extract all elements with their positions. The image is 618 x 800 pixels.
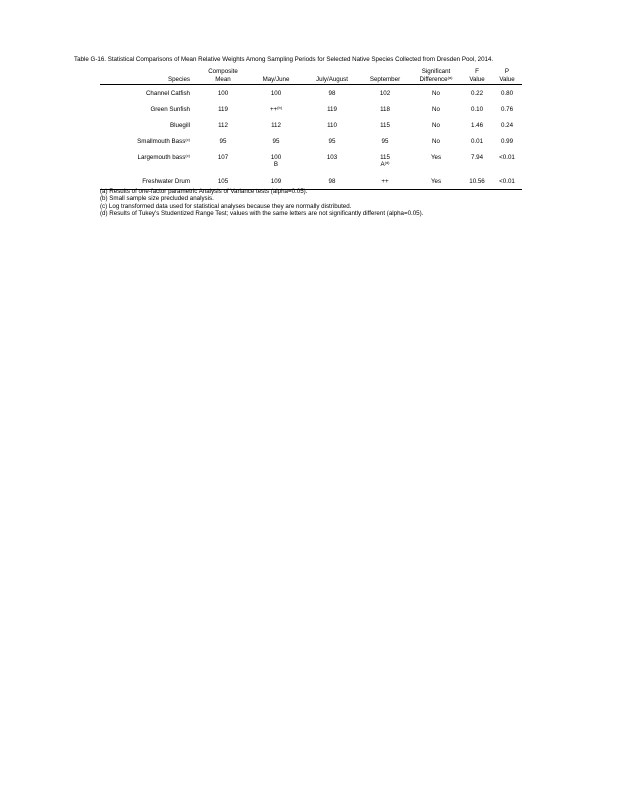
cell-f-value: 7.94 xyxy=(470,154,484,161)
table-row xyxy=(100,154,522,178)
cell-july-august: 98 xyxy=(328,90,336,97)
footnote: (d) Results of Tukey's Studentized Range Test; values with the same letters are not significantly different (alpha=0.05). xyxy=(100,209,424,217)
cell-composite: 95 xyxy=(219,138,227,145)
cell-p-value: 0.24 xyxy=(500,122,514,129)
cell-significant: No xyxy=(432,122,440,129)
cell-significant: Yes xyxy=(430,154,442,161)
cell-p-value: 0.99 xyxy=(500,138,514,145)
cell-species: Largemouth bass$^{(c)}$ xyxy=(137,153,190,161)
cell-composite: 100 xyxy=(217,90,229,97)
table-caption: Table G-16. Statistical Comparisons of Mean Relative Weights Among Sampling Periods for Selected Native Species Collected from Dresden Pool, 2014. xyxy=(74,56,494,63)
cell-september: ++ xyxy=(360,178,410,190)
cell-f-value: 0.10 xyxy=(470,106,484,113)
cell-species: Channel Catfish xyxy=(145,90,190,97)
table-row xyxy=(100,138,522,154)
cell-september: 115 $A^{(d)}$ xyxy=(380,154,390,168)
cell-p-value: <0.01 xyxy=(492,178,522,190)
table-row xyxy=(100,122,522,138)
cell-f-value: 0.22 xyxy=(470,90,484,97)
table-row xyxy=(100,106,522,122)
cell-significant: No xyxy=(432,138,440,145)
header-p-value: P Value xyxy=(492,68,522,85)
cell-september: 118 xyxy=(380,106,390,113)
cell-species: Bluegill xyxy=(170,122,190,129)
cell-p-value: 0.80 xyxy=(500,90,514,97)
header-significant-difference: Significant Difference$^{(a)}$ xyxy=(410,68,462,85)
footnote: (c) Log transformed data used for statistical analyses because they are normally distributed. xyxy=(100,202,352,210)
cell-composite: 119 xyxy=(218,106,228,113)
cell-species: Green Sunfish xyxy=(150,106,190,113)
cell-july-august: 119 xyxy=(327,106,337,113)
cell-may-june: 109 xyxy=(248,178,304,190)
cell-may-june: ++$^{(b)}$ xyxy=(269,105,283,113)
cell-july-august: 95 xyxy=(328,138,336,145)
cell-september: 102 xyxy=(379,90,391,97)
cell-species: Smallmouth Bass$^{(c)}$ xyxy=(137,137,190,145)
header-f-value: F Value xyxy=(462,68,492,85)
footnote: (a) Results of one-factor parametric Analysis of Variance tests (alpha=0.05). xyxy=(100,188,308,195)
cell-july-august: 98 xyxy=(304,178,360,190)
table-header xyxy=(100,68,522,85)
cell-composite: 112 xyxy=(218,122,228,129)
cell-p-value: 0.76 xyxy=(500,106,514,113)
cell-may-june: 100 B xyxy=(270,154,282,168)
header-composite-mean: Composite Mean xyxy=(198,68,248,85)
cell-significant: No xyxy=(432,106,440,113)
cell-f-value: 1.46 xyxy=(470,122,484,129)
cell-p-value: <0.01 xyxy=(499,154,515,161)
cell-may-june: 100 xyxy=(270,90,282,97)
cell-july-august: 103 xyxy=(326,154,338,161)
cell-composite: 107 xyxy=(217,154,229,161)
header-september: September xyxy=(360,68,410,85)
cell-september: 115 xyxy=(380,122,390,129)
cell-f-value: 10.56 xyxy=(462,178,492,190)
footnote: (b) Small sample size precluded analysis. xyxy=(100,195,214,203)
cell-july-august: 110 xyxy=(327,122,337,129)
header-may-june: May/June xyxy=(248,68,304,85)
cell-composite: 105 xyxy=(198,178,248,190)
statistics-table xyxy=(100,68,522,190)
cell-significant: Yes xyxy=(410,178,462,190)
cell-may-june: 112 xyxy=(271,122,281,129)
table-footnotes xyxy=(100,188,423,217)
table-row xyxy=(100,85,522,107)
header-july-august: July/August xyxy=(304,68,360,85)
header-species: Species xyxy=(100,68,198,85)
cell-f-value: 0.01 xyxy=(470,138,484,145)
cell-significant: No xyxy=(432,90,440,97)
cell-september: 95 xyxy=(381,138,389,145)
cell-species: Freshwater Drum xyxy=(100,178,198,190)
cell-may-june: 95 xyxy=(272,138,280,145)
